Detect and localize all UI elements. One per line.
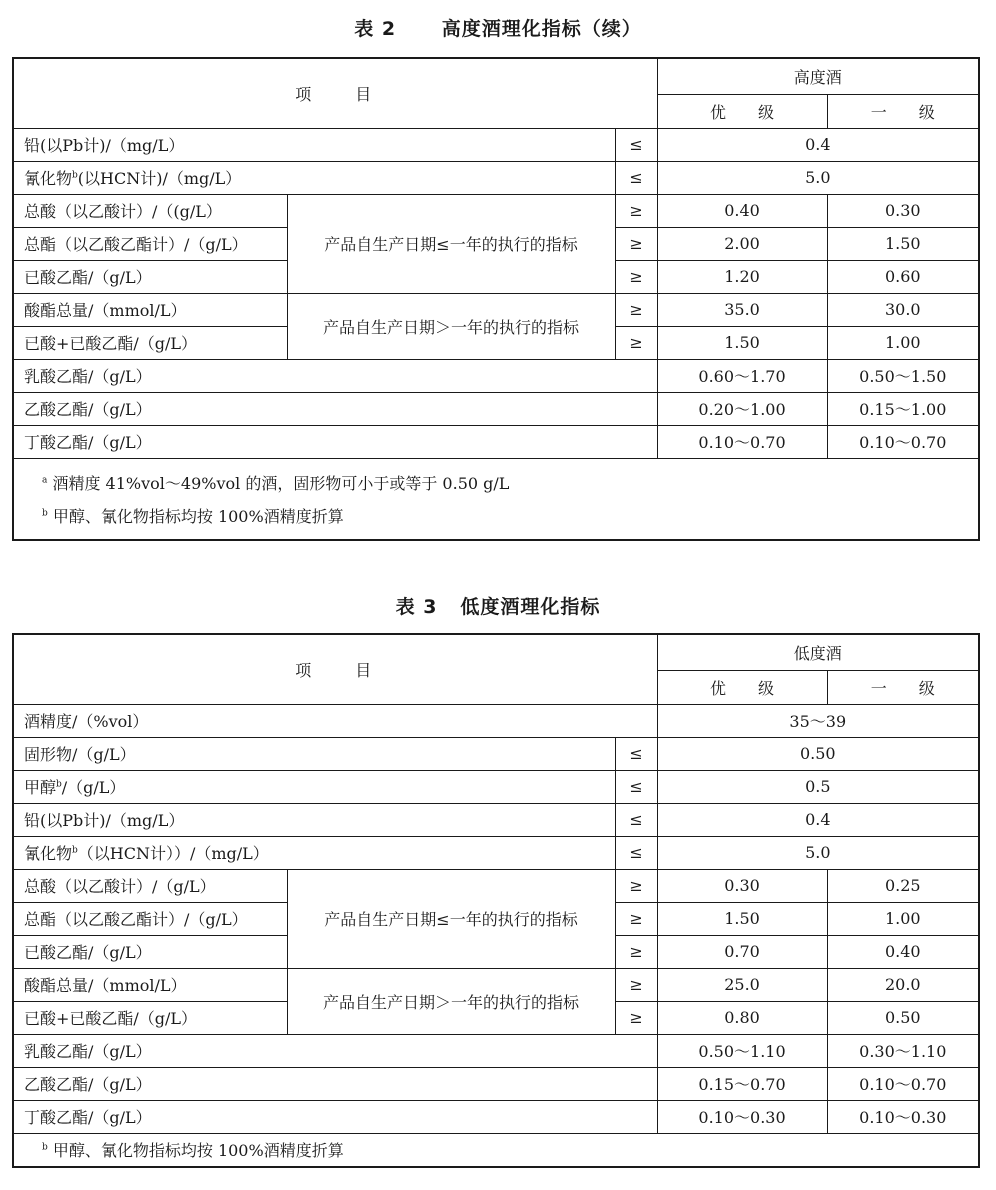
note-b <box>42 1138 968 1161</box>
row-value: 0.50 <box>657 737 979 770</box>
row-name-part: 氰化物 <box>24 169 73 188</box>
value-premium: 0.40 <box>657 194 827 227</box>
footnote-mark: b <box>42 1142 48 1153</box>
footnote-mark: b <box>42 508 48 519</box>
table-row <box>13 737 979 770</box>
row-symbol: ≥ <box>615 326 657 359</box>
value-premium: 35.0 <box>657 293 827 326</box>
note-b <box>42 500 968 533</box>
footnote-mark: b <box>72 170 78 181</box>
footnote-mark: b <box>72 845 78 856</box>
table-row <box>13 194 979 227</box>
row-symbol: ≥ <box>615 935 657 968</box>
footnote-mark: b <box>56 779 62 790</box>
note-text: 酒精度 41%vol～49%vol 的酒，固形物可小于或等于 0.50 g/L <box>52 473 510 493</box>
row-symbol: ≥ <box>615 194 657 227</box>
row-symbol: ≥ <box>615 260 657 293</box>
row-name: 已酸乙酯/（g/L） <box>13 935 287 968</box>
table-row <box>13 1034 979 1067</box>
header-group: 高度酒 <box>657 58 979 95</box>
row-name-part: （以HCN计））/（mg/L） <box>77 844 269 863</box>
row-symbol: ≤ <box>615 770 657 803</box>
header-grade-premium: 优 级 <box>657 671 827 704</box>
row-name <box>13 836 615 869</box>
row-value: 0.4 <box>657 128 979 161</box>
row-name: 已酸+已酸乙酯/（g/L） <box>13 326 287 359</box>
value-premium: 0.50～1.10 <box>657 1034 827 1067</box>
table-row <box>13 128 979 161</box>
table-row <box>13 359 979 392</box>
table2-notes <box>13 458 979 540</box>
row-name-part: /（g/L） <box>61 778 126 797</box>
row-name-part: 氰化物 <box>24 844 73 863</box>
row-name-part: (以HCN计)/（mg/L） <box>77 169 242 188</box>
value-premium: 0.20～1.00 <box>657 392 827 425</box>
value-first: 20.0 <box>827 968 979 1001</box>
row-symbol: ≥ <box>615 902 657 935</box>
row-value: 0.5 <box>657 770 979 803</box>
row-symbol: ≤ <box>615 161 657 194</box>
value-premium: 25.0 <box>657 968 827 1001</box>
header-grade-premium: 优 级 <box>657 95 827 128</box>
row-name: 铅(以Pb计)/（mg/L） <box>13 128 615 161</box>
footnote-mark: a <box>42 475 48 486</box>
value-premium: 0.30 <box>657 869 827 902</box>
header-grade-first: 一 级 <box>827 95 979 128</box>
row-symbol: ≤ <box>615 128 657 161</box>
table-row <box>13 770 979 803</box>
value-first: 0.60 <box>827 260 979 293</box>
value-first: 1.00 <box>827 326 979 359</box>
row-name: 总酸（以乙酸计）/（(g/L） <box>13 194 287 227</box>
table3-caption-title: 低度酒理化指标 <box>460 596 601 618</box>
value-premium: 0.10～0.70 <box>657 425 827 458</box>
value-first: 0.30～1.10 <box>827 1034 979 1067</box>
row-name: 乳酸乙酯/（g/L） <box>13 359 657 392</box>
row-name-part: 铅(以Pb计)/（mg/L） <box>24 811 185 830</box>
table3-caption <box>0 592 996 619</box>
row-name: 酸酯总量/（mmol/L） <box>13 293 287 326</box>
table-row <box>13 968 979 1001</box>
table2-caption <box>0 14 996 41</box>
row-name: 酸酯总量/（mmol/L） <box>13 968 287 1001</box>
row-value: 5.0 <box>657 836 979 869</box>
notes-cell <box>13 458 979 540</box>
row-name: 乙酸乙酯/（g/L） <box>13 1067 657 1100</box>
value-premium: 0.70 <box>657 935 827 968</box>
row-value: 0.4 <box>657 803 979 836</box>
table3 <box>12 633 980 1168</box>
value-premium: 0.60～1.70 <box>657 359 827 392</box>
row-name <box>13 770 615 803</box>
value-first: 0.40 <box>827 935 979 968</box>
value-first: 0.50～1.50 <box>827 359 979 392</box>
table-row <box>13 1067 979 1100</box>
row-name: 丁酸乙酯/（g/L） <box>13 1100 657 1133</box>
row-name: 乙酸乙酯/（g/L） <box>13 392 657 425</box>
row-name: 已酸乙酯/（g/L） <box>13 260 287 293</box>
note-a <box>42 467 968 500</box>
value-premium: 0.15～0.70 <box>657 1067 827 1100</box>
row-name: 已酸+已酸乙酯/（g/L） <box>13 1001 287 1034</box>
row-symbol: ≤ <box>615 737 657 770</box>
row-name: 酒精度/（%vol） <box>13 704 657 737</box>
row-symbol: ≥ <box>615 293 657 326</box>
value-first: 0.10～0.70 <box>827 425 979 458</box>
table-row <box>13 1100 979 1133</box>
row-name <box>13 161 615 194</box>
table-row <box>13 425 979 458</box>
table2-caption-number: 表 2 <box>354 18 397 40</box>
note-text: 甲醇、氰化物指标均按 100%酒精度折算 <box>52 506 344 526</box>
row-name: 总酸（以乙酸计）/（g/L） <box>13 869 287 902</box>
table2-header-row <box>13 58 979 95</box>
table3-notes <box>13 1133 979 1167</box>
table-row <box>13 869 979 902</box>
row-symbol: ≤ <box>615 803 657 836</box>
value-first: 0.10～0.30 <box>827 1100 979 1133</box>
table-row <box>13 803 979 836</box>
row-name: 总酯（以乙酸乙酯计）/（g/L） <box>13 902 287 935</box>
table-row <box>13 161 979 194</box>
row-symbol: ≥ <box>615 869 657 902</box>
value-first: 30.0 <box>827 293 979 326</box>
table-row <box>13 392 979 425</box>
value-premium: 0.80 <box>657 1001 827 1034</box>
value-first: 0.10～0.70 <box>827 1067 979 1100</box>
row-name: 丁酸乙酯/（g/L） <box>13 425 657 458</box>
row-name-part: 固形物/（g/L） <box>24 745 136 764</box>
table-row <box>13 293 979 326</box>
value-premium: 1.50 <box>657 902 827 935</box>
row-symbol: ≤ <box>615 836 657 869</box>
value-premium: 2.00 <box>657 227 827 260</box>
row-value: 35～39 <box>657 704 979 737</box>
table2 <box>12 57 980 541</box>
value-first: 0.15～1.00 <box>827 392 979 425</box>
note-text: 甲醇、氰化物指标均按 100%酒精度折算 <box>52 1141 344 1161</box>
row-symbol: ≥ <box>615 1001 657 1034</box>
value-premium: 1.20 <box>657 260 827 293</box>
notes-cell <box>13 1133 979 1167</box>
condition-le-one-year: 产品自生产日期≤一年的执行的指标 <box>287 194 615 293</box>
header-item: 项 目 <box>13 634 657 704</box>
row-name <box>13 803 615 836</box>
header-item: 项 目 <box>13 58 657 128</box>
value-first: 0.50 <box>827 1001 979 1034</box>
value-premium: 1.50 <box>657 326 827 359</box>
table-row <box>13 836 979 869</box>
table3-caption-number: 表 3 <box>395 596 438 618</box>
table-row <box>13 704 979 737</box>
row-name-part: 甲醇 <box>24 778 57 797</box>
row-name <box>13 737 615 770</box>
row-symbol: ≥ <box>615 968 657 1001</box>
condition-gt-one-year: 产品自生产日期＞一年的执行的指标 <box>287 293 615 359</box>
row-name: 乳酸乙酯/（g/L） <box>13 1034 657 1067</box>
row-symbol: ≥ <box>615 227 657 260</box>
table2-caption-title: 高度酒理化指标（续） <box>441 18 642 40</box>
row-value: 5.0 <box>657 161 979 194</box>
condition-le-one-year: 产品自生产日期≤一年的执行的指标 <box>287 869 615 968</box>
value-first: 1.50 <box>827 227 979 260</box>
value-first: 0.25 <box>827 869 979 902</box>
header-grade-first: 一 级 <box>827 671 979 704</box>
table3-header-row <box>13 634 979 671</box>
value-first: 0.30 <box>827 194 979 227</box>
condition-gt-one-year: 产品自生产日期＞一年的执行的指标 <box>287 968 615 1034</box>
value-premium: 0.10～0.30 <box>657 1100 827 1133</box>
row-name: 总酯（以乙酸乙酯计）/（g/L） <box>13 227 287 260</box>
header-group: 低度酒 <box>657 634 979 671</box>
value-first: 1.00 <box>827 902 979 935</box>
